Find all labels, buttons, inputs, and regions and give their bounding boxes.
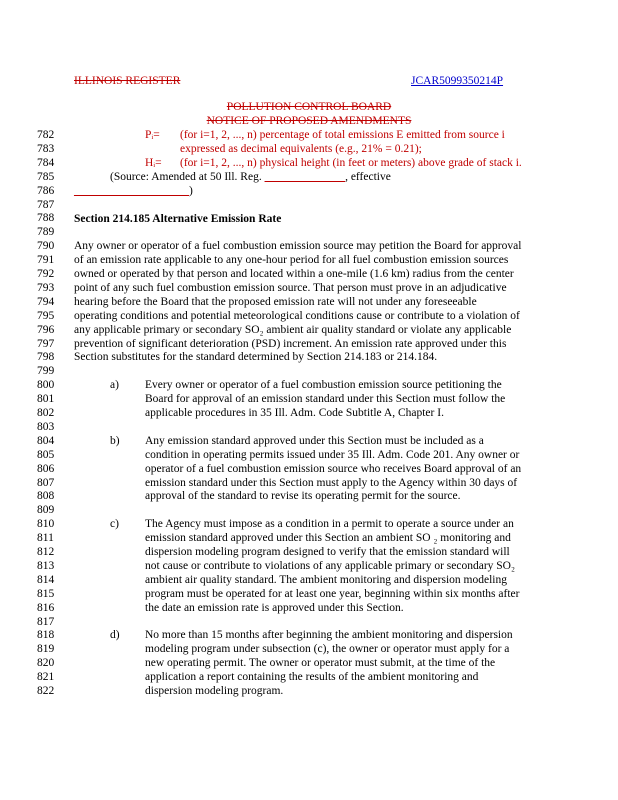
subsection-line: not cause or contribute to violations of any applicable primary or secondary SO₂ [145, 559, 515, 572]
line-number: 820 [37, 657, 55, 670]
line-number: 805 [37, 448, 55, 461]
subsection-line: ambient air quality standard. The ambient monitoring and dispersion modeling [145, 573, 507, 586]
line-number: 784 [37, 156, 55, 169]
subsection-line: emission standard under this Section must apply to the Agency within 30 days of [145, 476, 518, 489]
intro-line: point of any such fuel combustion emission source. That person must prove in an adjudicative [74, 281, 507, 294]
line-number: 806 [37, 462, 55, 475]
line-number: 818 [37, 629, 55, 642]
section-title: Section 214.185 Alternative Emission Rate [74, 213, 282, 225]
line-number: 807 [37, 476, 55, 489]
line-number: 819 [37, 643, 55, 656]
subsection-line: new operating permit. The owner or operator must submit, at the time of the [145, 657, 496, 670]
line-number: 786 [37, 184, 55, 197]
subsection-line: program must be operated for at least one year, beginning within six months after [145, 587, 520, 600]
intro-line: hearing before the Board that the proposed emission rate will not under any foreseeable [74, 295, 477, 308]
line-number: 792 [37, 268, 55, 280]
p-definition-line1: (for i=1, 2, ..., n) percentage of total emissions E emitted from source i [180, 129, 505, 141]
subsection-line: the date an emission rate is approved under this Section. [145, 601, 404, 614]
line-number: 783 [37, 142, 55, 155]
subsection-line: No more than 15 months after beginning the ambient monitoring and dispersion [145, 629, 513, 642]
register-title: ILLINOIS REGISTER [74, 75, 181, 87]
notice-title: NOTICE OF PROPOSED AMENDMENTS [206, 115, 412, 127]
subsection-line: dispersion modeling program designed to verify that the emission standard will [145, 546, 510, 558]
subsection-label: b) [110, 434, 120, 447]
p-symbol: Pᵢ= [145, 129, 160, 141]
line-number: 802 [37, 407, 55, 419]
line-number: 804 [37, 434, 55, 447]
source-blank-date: ______________ [264, 171, 346, 183]
line-number: 790 [37, 240, 55, 253]
subsection-line: Any emission standard approved under this Section must be included as a [145, 434, 484, 447]
p-definition-line2: expressed as decimal equivalents (e.g., 21% = 0.21); [180, 143, 422, 155]
source-prefix: (Source: Amended at 50 Ill. Reg. [110, 171, 265, 183]
intro-line: owned or operated by that person and located within a one-mile (1.6 km) radius from the center [74, 268, 514, 280]
line-number: 797 [37, 337, 55, 350]
intro-line: any applicable primary or secondary SO₂ ambient air quality standard or violate any applicable [74, 323, 512, 336]
subsection-line: Every owner or operator of a fuel combustion emission source petitioning the [145, 379, 502, 392]
source-close: ) [189, 185, 193, 197]
intro-line: prevention of significant deterioration (PSD) increment. An emission rate approved under this [74, 337, 507, 350]
subsection-label: a) [110, 379, 119, 392]
line-number: 815 [37, 587, 55, 600]
line-number: 782 [37, 129, 55, 141]
subsection-line: applicable procedures in 35 Ill. Adm. Code Subtitle A, Chapter I. [145, 407, 444, 419]
board-name: POLLUTION CONTROL BOARD [226, 101, 392, 113]
source-blank-effective: ____________________ [74, 185, 189, 197]
line-number: 799 [37, 365, 55, 378]
line-number: 789 [37, 226, 55, 239]
h-symbol: Hᵢ= [145, 157, 162, 169]
line-number: 785 [37, 170, 55, 183]
line-number: 811 [37, 532, 54, 545]
intro-line: operating conditions and potential meteorological conditions cause or contribute to a violation of [74, 309, 520, 322]
subsection-label: c) [110, 518, 119, 531]
line-number: 814 [37, 573, 55, 586]
line-number: 794 [37, 295, 55, 308]
source-note [110, 170, 391, 184]
source-note-line2 [74, 184, 193, 198]
line-number: 795 [37, 309, 55, 322]
subsection-line: operator of a fuel combustion emission source who receives Board approval of an [145, 462, 522, 475]
subsection-line: approval of the standard to revise its operating permit for the source. [145, 490, 461, 503]
line-number: 813 [37, 559, 55, 572]
line-number: 810 [37, 518, 55, 531]
line-number: 812 [37, 546, 55, 558]
line-number: 816 [37, 601, 55, 614]
line-number: 787 [37, 198, 55, 211]
intro-line: Any owner or operator of a fuel combustion emission source may petition the Board for approval [74, 240, 522, 253]
subsection-line: condition in operating permits issued under 35 Ill. Adm. Code 201. Any owner or [145, 448, 520, 461]
intro-line: Section substitutes for the standard determined by Section 214.183 or 214.184. [74, 351, 438, 364]
line-number: 817 [37, 615, 55, 628]
subsection-line: The Agency must impose as a condition in a permit to operate a source under an [145, 518, 514, 531]
line-number: 821 [37, 671, 55, 684]
intro-line: of an emission rate applicable to any one-hour period for all fuel combustion emission sources [74, 254, 509, 267]
line-number: 822 [37, 685, 55, 697]
line-number: 788 [37, 212, 55, 225]
line-number: 796 [37, 323, 55, 336]
subsection-line: modeling program under subsection (c), the owner or operator must apply for a [145, 643, 510, 656]
subsection-line: application a report containing the results of the ambient monitoring and [145, 671, 479, 684]
line-number: 803 [37, 420, 55, 433]
subsection-line: dispersion modeling program. [145, 685, 284, 697]
h-definition: (for i=1, 2, ..., n) physical height (in feet or meters) above grade of stack i. [180, 157, 522, 169]
subsection-line: Board for approval of an emission standard under this Section must follow the [145, 393, 506, 406]
line-number: 801 [37, 393, 55, 406]
line-number: 791 [37, 254, 55, 267]
line-number: 800 [37, 379, 55, 392]
line-number: 809 [37, 504, 55, 517]
line-number: 808 [37, 490, 55, 503]
subsection-label: d) [110, 629, 120, 642]
line-number: 793 [37, 281, 55, 294]
line-number: 798 [37, 351, 55, 364]
source-effective: , effective [345, 171, 391, 183]
subsection-line: emission standard approved under this Section an ambient SO ₂ monitoring and [145, 532, 511, 545]
jcar-code: JCAR5099350214P [411, 75, 504, 87]
